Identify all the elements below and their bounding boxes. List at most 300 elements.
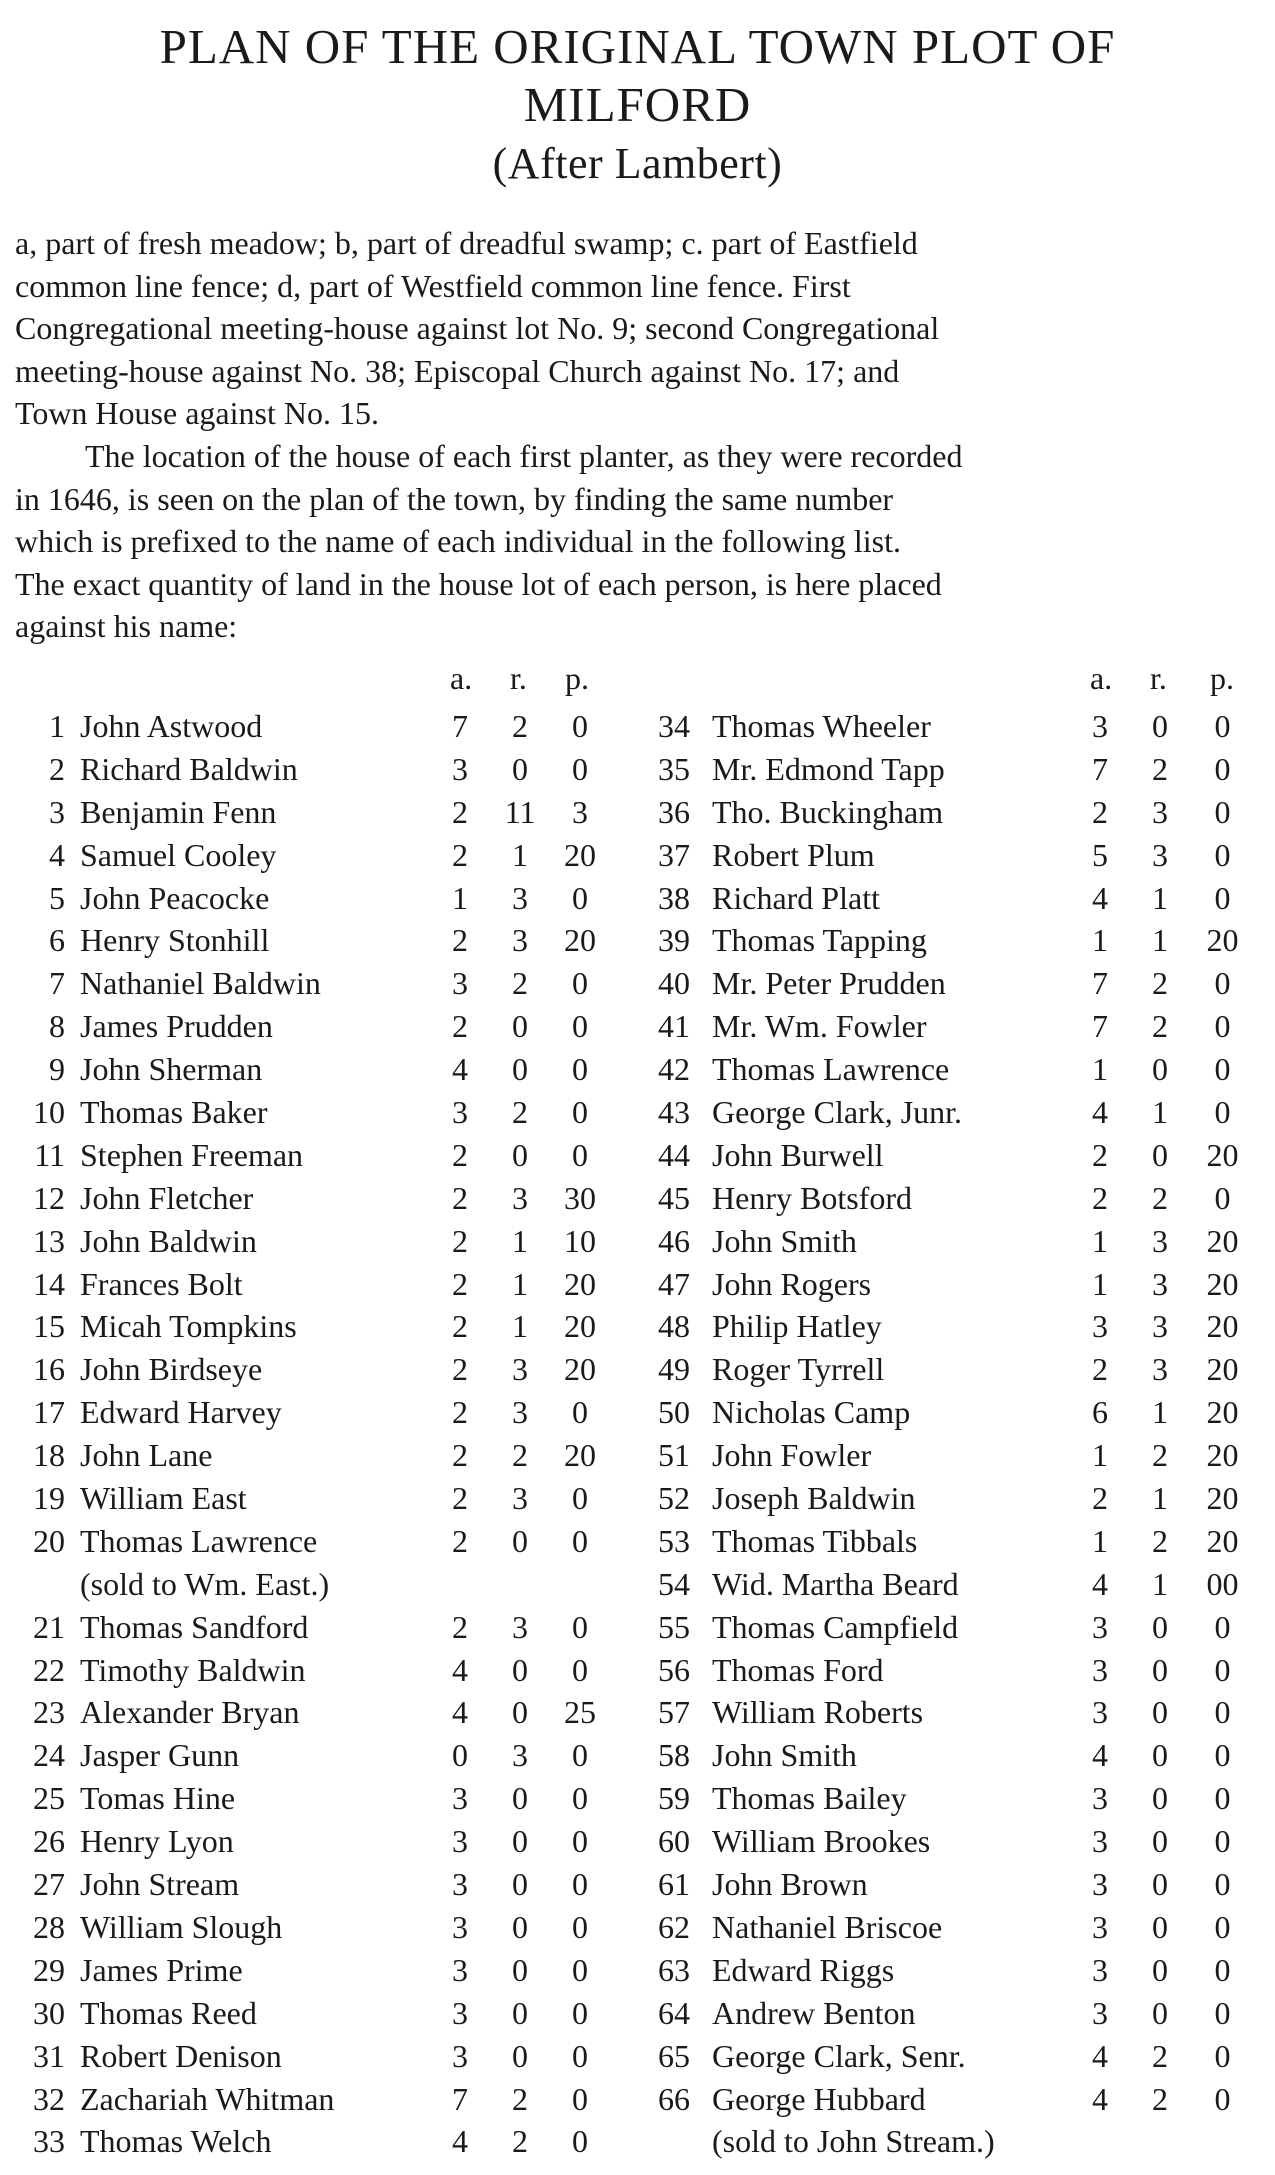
planter-name: Thomas Welch: [80, 2123, 272, 2160]
rods-value: 3: [512, 1394, 528, 1431]
list-row: [0, 705, 1275, 748]
rods-value: 1: [512, 1265, 528, 1302]
perches-value: 0: [572, 1394, 588, 1431]
list-row: [0, 2035, 1275, 2078]
perches-value: 00: [1206, 1565, 1239, 1602]
lot-number: 65: [658, 2037, 690, 2074]
acres-value: 2: [452, 1522, 468, 1559]
perches-value: 0: [572, 1823, 588, 1860]
rods-value: 0: [512, 1651, 528, 1688]
list-row: [0, 877, 1275, 920]
perches-value: 0: [1214, 793, 1231, 830]
acres-value: 1: [1092, 922, 1108, 959]
page-title-line-2: MILFORD: [523, 77, 752, 132]
planter-name: Mr. Wm. Fowler: [712, 1008, 927, 1045]
rods-value: 1: [1152, 1480, 1168, 1517]
list-row: [0, 1691, 1275, 1734]
lot-number: 7: [49, 965, 65, 1002]
perches-value: 0: [1214, 2037, 1231, 2074]
planter-name: Thomas Reed: [80, 1994, 257, 2031]
planter-name: John Rogers: [712, 1265, 872, 1302]
lot-number: 58: [658, 1737, 690, 1774]
lot-number: 53: [658, 1522, 690, 1559]
rods-value: 2: [1152, 1179, 1168, 1216]
rods-value: 0: [512, 1694, 528, 1731]
perches-value: 0: [1214, 1908, 1231, 1945]
acres-value: 3: [1092, 1608, 1108, 1645]
acres-value: 3: [452, 750, 468, 787]
lot-number: 56: [658, 1651, 690, 1688]
header-rods-right: r.: [1150, 660, 1167, 696]
acres-value: 2: [452, 1308, 468, 1345]
lot-number: 63: [658, 1951, 690, 1988]
acres-value: 2: [452, 1265, 468, 1302]
rods-value: 1: [1152, 879, 1168, 916]
lot-number: 62: [658, 1908, 690, 1945]
perches-value: 0: [572, 1908, 588, 1945]
rods-value: 1: [1152, 1565, 1168, 1602]
acres-value: 2: [452, 1480, 468, 1517]
acres-value: 2: [452, 1608, 468, 1645]
lot-number: 1: [49, 708, 65, 744]
planter-name: George Clark, Junr.: [712, 1094, 963, 1131]
acres-value: 1: [1092, 1051, 1108, 1088]
planter-name: Benjamin Fenn: [80, 793, 277, 830]
acres-value: 3: [1092, 1994, 1108, 2031]
perches-value: 0: [1214, 1780, 1231, 1817]
acres-value: 2: [1092, 1136, 1108, 1173]
perches-value: 20: [564, 1308, 596, 1345]
rods-value: 0: [512, 1823, 528, 1860]
list-row: [0, 791, 1275, 834]
planter-name: Samuel Cooley: [80, 836, 277, 873]
acres-value: 7: [452, 708, 468, 744]
perches-value: 20: [564, 1437, 596, 1474]
planter-name: James Prime: [80, 1951, 243, 1988]
perches-value: 0: [1214, 1951, 1231, 1988]
acres-value: 1: [1092, 1522, 1108, 1559]
perches-value: 0: [572, 1094, 588, 1131]
lot-number: 59: [658, 1780, 690, 1817]
list-row: [0, 1263, 1275, 1306]
perches-value: 20: [564, 1351, 596, 1388]
lot-number: 31: [33, 2037, 65, 2074]
rods-value: 11: [504, 793, 536, 830]
acres-value: 2: [1092, 1480, 1108, 1517]
rods-value: 3: [512, 1480, 528, 1517]
acres-value: 2: [452, 793, 468, 830]
rods-value: 2: [1152, 1437, 1168, 1474]
rods-value: 0: [1152, 1908, 1168, 1945]
planter-name: Henry Lyon: [80, 1823, 234, 1860]
acres-value: 3: [1092, 1694, 1108, 1731]
rods-value: 0: [512, 1780, 528, 1817]
lot-number: 12: [33, 1179, 65, 1216]
planter-name: Henry Botsford: [712, 1179, 912, 1216]
lot-number: 15: [33, 1308, 65, 1345]
list-row: [0, 919, 1275, 962]
lot-number: 9: [49, 1051, 65, 1088]
lot-number: 17: [33, 1394, 65, 1431]
perches-value: 0: [1214, 2080, 1231, 2117]
list-row: [0, 2078, 1275, 2121]
rods-value: 3: [1152, 836, 1168, 873]
rods-value: 0: [512, 1951, 528, 1988]
list-row: [0, 1048, 1275, 1091]
list-row: [0, 1734, 1275, 1777]
rods-value: 2: [512, 1094, 528, 1131]
acres-value: 3: [1092, 1651, 1108, 1688]
acres-value: 5: [1092, 836, 1108, 873]
planter-name: Zachariah Whitman: [80, 2080, 335, 2117]
planter-name: William East: [80, 1480, 247, 1517]
planter-name: Thomas Sandford: [80, 1608, 309, 1645]
header-perches-left: p.: [565, 660, 589, 696]
list-row: [0, 1348, 1275, 1391]
perches-value: 0: [572, 1480, 588, 1517]
perches-value: 0: [1214, 1823, 1231, 1860]
perches-value: 0: [572, 1522, 588, 1559]
acres-value: 2: [452, 922, 468, 959]
rods-value: 0: [1152, 1136, 1168, 1173]
location-line: against his name:: [15, 608, 238, 644]
acres-value: 3: [452, 1094, 468, 1131]
acres-value: 4: [452, 1694, 468, 1731]
lot-number: 49: [658, 1351, 690, 1388]
perches-value: 0: [1214, 1008, 1231, 1045]
lot-number: 39: [658, 922, 690, 959]
rods-value: 2: [512, 2080, 528, 2117]
planter-name: Jasper Gunn: [80, 1737, 240, 1774]
lot-number: 5: [49, 879, 65, 916]
lot-number: 51: [658, 1437, 690, 1474]
lot-number: 43: [658, 1094, 690, 1131]
legend-line: meeting-house against No. 38; Episcopal Church against No. 17; and: [15, 352, 900, 389]
lot-number: 37: [658, 836, 690, 873]
planter-name: Henry Stonhill: [80, 922, 270, 959]
rods-value: 1: [512, 836, 528, 873]
page-subtitle: (After Lambert): [492, 139, 783, 188]
acres-value: 1: [1092, 1222, 1108, 1259]
list-row: [0, 1177, 1275, 1220]
acres-value: 3: [1092, 1780, 1108, 1817]
perches-value: 0: [1214, 750, 1231, 787]
perches-value: 0: [572, 2123, 588, 2160]
acres-value: 1: [452, 879, 468, 916]
rods-value: 0: [1152, 1608, 1168, 1645]
acres-value: 1: [1092, 1265, 1108, 1302]
acres-value: 2: [452, 1179, 468, 1216]
planter-name: John Lane: [80, 1437, 213, 1474]
perches-value: 30: [564, 1179, 596, 1216]
perches-value: 0: [1214, 1651, 1231, 1688]
planter-name: Richard Platt: [712, 879, 880, 916]
location-paragraph: [15, 435, 1230, 648]
acres-value: 7: [1092, 965, 1108, 1002]
lot-number: 13: [33, 1222, 65, 1259]
lot-number: 64: [658, 1994, 690, 2031]
planter-name: John Peacocke: [80, 879, 270, 916]
perches-value: 0: [572, 2080, 588, 2117]
acres-value: 3: [452, 2037, 468, 2074]
lot-number: 57: [658, 1694, 690, 1731]
perches-value: 0: [572, 1651, 588, 1688]
lot-number: 6: [49, 922, 65, 959]
planter-name: George Clark, Senr.: [712, 2037, 966, 2074]
acres-value: 2: [452, 1222, 468, 1259]
acres-value: 2: [1092, 1179, 1108, 1216]
planter-name: Thomas Tibbals: [712, 1522, 918, 1559]
list-row: [0, 1134, 1275, 1177]
perches-value: 20: [564, 836, 596, 873]
rods-value: 2: [1152, 1522, 1168, 1559]
lot-number: 25: [33, 1780, 65, 1817]
perches-value: 20: [1206, 1265, 1239, 1302]
planter-name: John Brown: [712, 1866, 868, 1903]
lot-number: 40: [658, 965, 690, 1002]
planter-name: Robert Denison: [80, 2037, 282, 2074]
planter-name: Richard Baldwin: [80, 750, 298, 787]
acres-value: 3: [1092, 1866, 1108, 1903]
lot-number: 10: [33, 1094, 65, 1131]
lot-number: 18: [33, 1437, 65, 1474]
rods-value: 1: [1152, 1394, 1168, 1431]
acres-value: 3: [1092, 1908, 1108, 1945]
planter-name: Tho. Buckingham: [712, 793, 944, 830]
acres-value: 7: [1092, 750, 1108, 787]
acres-value: 4: [452, 1051, 468, 1088]
rods-value: 0: [512, 1136, 528, 1173]
rods-value: 2: [1152, 1008, 1168, 1045]
perches-value: 0: [572, 1608, 588, 1645]
acres-value: 3: [452, 965, 468, 1002]
planter-name: Mr. Edmond Tapp: [712, 750, 945, 787]
perches-value: 0: [572, 1780, 588, 1817]
acres-value: 3: [452, 1780, 468, 1817]
acres-value: 2: [452, 836, 468, 873]
rods-value: 0: [512, 1008, 528, 1045]
location-line: in 1646, is seen on the plan of the town, by finding the same number: [15, 480, 894, 517]
lot-number: 33: [33, 2123, 65, 2160]
rods-value: 0: [512, 1994, 528, 2031]
perches-value: 0: [572, 1051, 588, 1088]
rods-value: 2: [1152, 750, 1168, 787]
list-row: [0, 1606, 1275, 1649]
planter-name: George Hubbard: [712, 2080, 926, 2117]
rods-value: 0: [1152, 1866, 1168, 1903]
list-row: [0, 834, 1275, 877]
planter-name: Thomas Tapping: [712, 922, 927, 959]
lot-number: 60: [658, 1823, 690, 1860]
lot-number: 42: [658, 1051, 690, 1088]
rods-value: 1: [1152, 1094, 1168, 1131]
planter-name: Micah Tompkins: [80, 1308, 297, 1345]
lot-number: 16: [33, 1351, 65, 1388]
acres-value: 2: [1092, 793, 1108, 830]
perches-value: 0: [1214, 1737, 1231, 1774]
perches-value: 0: [1214, 1094, 1231, 1131]
header-acres-left: a.: [450, 660, 473, 696]
acres-value: 4: [1092, 2037, 1108, 2074]
perches-value: 0: [572, 1136, 588, 1173]
perches-value: 0: [1214, 965, 1231, 1002]
acres-value: 3: [1092, 1308, 1108, 1345]
lot-number: 41: [658, 1008, 690, 1045]
planter-list: [0, 705, 1275, 2163]
perches-value: 0: [572, 1866, 588, 1903]
lot-number: 20: [33, 1522, 65, 1559]
planter-name: Frances Bolt: [80, 1265, 243, 1302]
lot-number: 26: [33, 1823, 65, 1860]
lot-number: 48: [658, 1308, 690, 1345]
acres-value: 7: [1092, 1008, 1108, 1045]
lot-number: 55: [658, 1608, 690, 1645]
rods-value: 2: [512, 708, 528, 744]
lot-number: 30: [33, 1994, 65, 2031]
perches-value: 20: [1206, 1480, 1239, 1517]
planter-name: Thomas Bailey: [712, 1780, 907, 1817]
acres-value: 2: [452, 1394, 468, 1431]
planter-name: Robert Plum: [712, 836, 875, 873]
list-row: [0, 1091, 1275, 1134]
planter-name: John Fletcher: [80, 1179, 254, 1216]
list-row: [0, 748, 1275, 791]
planter-name: Thomas Lawrence: [80, 1522, 318, 1559]
perches-value: 0: [572, 1737, 588, 1774]
lot-number: 11: [34, 1136, 65, 1173]
rods-value: 0: [1152, 1994, 1168, 2031]
perches-value: 20: [1206, 1394, 1239, 1431]
lot-number: 2: [49, 750, 65, 787]
header-acres-right: a.: [1090, 660, 1113, 696]
rods-value: 2: [512, 2123, 528, 2160]
acres-value: 4: [1092, 1737, 1108, 1774]
rods-value: 3: [1152, 1222, 1168, 1259]
list-row: [0, 1305, 1275, 1348]
perches-value: 20: [1206, 1437, 1239, 1474]
planter-name: Thomas Ford: [712, 1651, 884, 1688]
rods-value: 0: [1152, 1051, 1168, 1088]
rods-value: 3: [1152, 1351, 1168, 1388]
lot-number: 34: [658, 708, 690, 744]
rods-value: 0: [512, 1522, 528, 1559]
lot-number: 22: [33, 1651, 65, 1688]
acres-value: 2: [1092, 1351, 1108, 1388]
lot-number: 4: [49, 836, 65, 873]
acres-value: 4: [1092, 879, 1108, 916]
perches-value: 20: [564, 922, 596, 959]
rods-value: 0: [512, 750, 528, 787]
lot-number: 19: [33, 1480, 65, 1517]
legend-line: common line fence; d, part of Westfield common line fence. First: [15, 267, 851, 304]
lot-number: 14: [33, 1265, 65, 1302]
planter-name: John Sherman: [80, 1051, 263, 1088]
list-row: [0, 1992, 1275, 2035]
rods-value: 0: [1152, 1780, 1168, 1817]
lot-number: 27: [33, 1866, 65, 1903]
lot-number: 3: [49, 793, 65, 830]
rods-value: 0: [512, 2037, 528, 2074]
planter-name: Nicholas Camp: [712, 1394, 911, 1431]
planter-name: Philip Hatley: [712, 1308, 882, 1345]
rods-value: 3: [512, 1179, 528, 1216]
rods-value: 0: [1152, 1651, 1168, 1688]
perches-value: 20: [1206, 922, 1239, 959]
perches-value: 3: [572, 793, 588, 830]
rods-value: 2: [1152, 2080, 1168, 2117]
header-rods-left: r.: [510, 660, 527, 696]
lot-number: 29: [33, 1951, 65, 1988]
perches-value: 20: [1206, 1222, 1239, 1259]
legend-paragraph: [15, 222, 1230, 435]
lot-number: 35: [658, 750, 690, 787]
perches-value: 0: [1214, 1866, 1231, 1903]
acres-value: 3: [452, 1994, 468, 2031]
rods-value: 2: [512, 965, 528, 1002]
lot-number: 38: [658, 879, 690, 916]
acres-value: 3: [1092, 708, 1108, 744]
list-row: [0, 962, 1275, 1005]
planter-name: Edward Harvey: [80, 1394, 282, 1431]
acres-value: 3: [452, 1823, 468, 1860]
rods-value: 0: [512, 1866, 528, 1903]
lot-number: 52: [658, 1480, 690, 1517]
rods-value: 3: [1152, 1308, 1168, 1345]
perches-value: 25: [564, 1694, 596, 1731]
page-title-line-1: PLAN OF THE ORIGINAL TOWN PLOT OF: [159, 19, 1116, 74]
rods-value: 3: [512, 1608, 528, 1645]
planter-name: Joseph Baldwin: [712, 1480, 916, 1517]
acres-value: 3: [452, 1908, 468, 1945]
acres-value: 4: [1092, 2080, 1108, 2117]
acres-value: 2: [452, 1136, 468, 1173]
lot-number: 36: [658, 793, 690, 830]
acres-value: 2: [452, 1437, 468, 1474]
legend-line: Town House against No. 15.: [15, 395, 379, 431]
acres-value: 3: [1092, 1951, 1108, 1988]
perches-value: 0: [572, 879, 588, 916]
planter-name: Thomas Baker: [80, 1094, 268, 1131]
rods-value: 1: [512, 1222, 528, 1259]
planter-name: Thomas Lawrence: [712, 1051, 950, 1088]
perches-value: 0: [572, 708, 588, 744]
rods-value: 2: [1152, 965, 1168, 1002]
planter-name: Andrew Benton: [712, 1994, 916, 2031]
acres-value: 4: [1092, 1565, 1108, 1602]
planter-name: Alexander Bryan: [80, 1694, 300, 1731]
perches-value: 0: [572, 2037, 588, 2074]
lot-number: 23: [33, 1694, 65, 1731]
rods-value: 2: [1152, 2037, 1168, 2074]
list-row: [0, 1906, 1275, 1949]
planter-name: Edward Riggs: [712, 1951, 895, 1988]
planter-name: Wid. Martha Beard: [712, 1565, 959, 1602]
perches-value: 20: [1206, 1522, 1239, 1559]
acres-value: 2: [452, 1008, 468, 1045]
lot-number: 28: [33, 1908, 65, 1945]
planter-name: Thomas Wheeler: [712, 708, 931, 744]
rods-value: 3: [1152, 1265, 1168, 1302]
planter-name: Nathaniel Baldwin: [80, 965, 321, 1002]
legend-line: a, part of fresh meadow; b, part of dreadful swamp; c. part of Eastfield: [15, 225, 918, 261]
list-row: [0, 1220, 1275, 1263]
perches-value: 0: [1214, 1179, 1231, 1216]
rods-value: 2: [512, 1437, 528, 1474]
acres-value: 4: [452, 2123, 468, 2160]
planter-name: John Birdseye: [80, 1351, 263, 1388]
list-row: [0, 1820, 1275, 1863]
lot-number: 61: [658, 1866, 690, 1903]
